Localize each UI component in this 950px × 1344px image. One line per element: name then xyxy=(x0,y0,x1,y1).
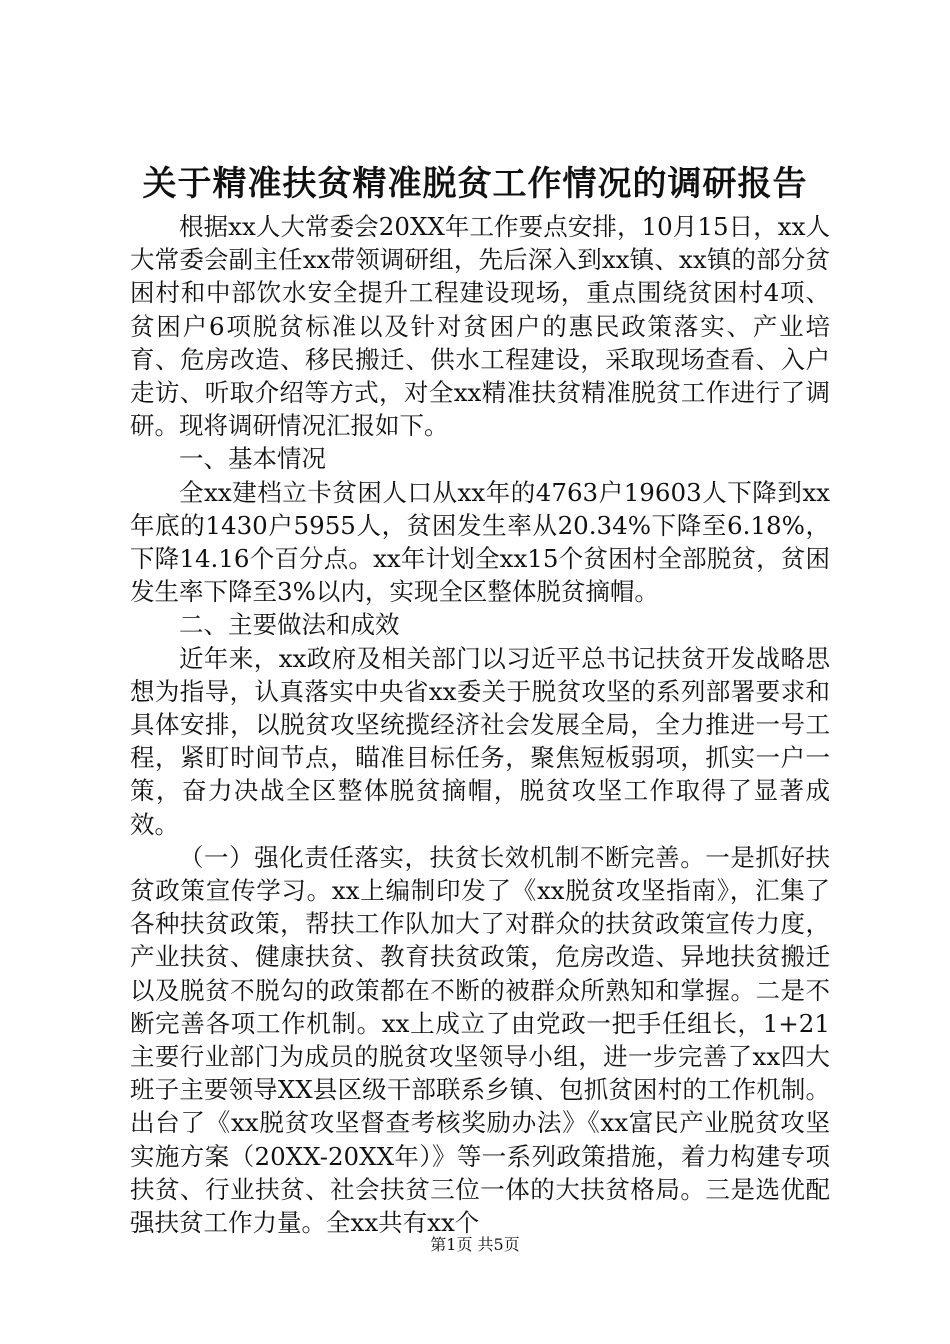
paragraph-basic: 全xx建档立卡贫困人口从xx年的4763户19603人下降到xx年底的1430户5955人，贫困发生率从20.34%下降至6.18%，下降14.16个百分点。xx年计划全xx15个贫困村全部脱贫，贫困发生率下降至3%以内，实现全区整体脱贫摘帽。 xyxy=(130,477,830,607)
document-title: 关于精准扶贫精准脱贫工作情况的调研报告 xyxy=(142,164,808,204)
paragraph-intro: 根据xx人大常委会20XX年工作要点安排，10月15日，xx人大常委会副主任xx带领调研组，先后深入到xx镇、xx镇的部分贫困村和中部饮水安全提升工程建设现场，重点围绕贫困村4项、贫困户6项脱贫标准以及针对贫困户的惠民政策落实、产业培育、危房改造、移民搬迁、供水工程建设，采取现场查看、入户走访、听取介绍等方式，对全xx精准扶贫精准脱贫工作进行了调研。现将调研情况汇报如下。 xyxy=(130,212,830,441)
page-footer: 第1页 共5页 xyxy=(430,1235,520,1254)
section-heading-practices: 二、主要做法和成效 xyxy=(179,610,400,640)
section-heading-basic: 一、基本情况 xyxy=(179,444,326,474)
paragraph-practices: 近年来，xx政府及相关部门以习近平总书记扶贫开发战略思想为指导，认真落实中央省xx委关于脱贫攻坚的系列部署要求和具体安排，以脱贫攻坚统揽经济社会发展全局，全力推进一号工程，紧盯时间节点，瞄准目标任务，聚焦短板弱项，抓实一户一策，奋力决战全区整体脱贫摘帽，脱贫攻坚工作取得了显著成效。 xyxy=(130,643,830,839)
paragraph-responsibility: （一）强化责任落实，扶贫长效机制不断完善。一是抓好扶贫政策宣传学习。xx上编制印发了《xx脱贫攻坚指南》，汇集了各种扶贫政策，帮扶工作队加大了对群众的扶贫政策宣传力度，产业扶贫、健康扶贫、教育扶贫政策，危房改造、异地扶贫搬迁以及脱贫不脱勾的政策都在不断的被群众所熟知和掌握。二是不断完善各项工作机制。xx上成立了由党政一把手任组长，1+21主要行业部门为成员的脱贫攻坚领导小组，进一步完善了xx四大班子主要领导XX县区级干部联系乡镇、包抓贫困村的工作机制。出台了《xx脱贫攻坚督查考核奖励办法》《xx富民产业脱贫攻坚实施方案（20XX-20XX年）》等一系列政策措施，着力构建专项扶贫、行业扶贫、社会扶贫三位一体的大扶贫格局。三是选优配强扶贫工作力量。全xx共有xx个 xyxy=(130,842,830,1238)
document-body xyxy=(130,210,830,1239)
